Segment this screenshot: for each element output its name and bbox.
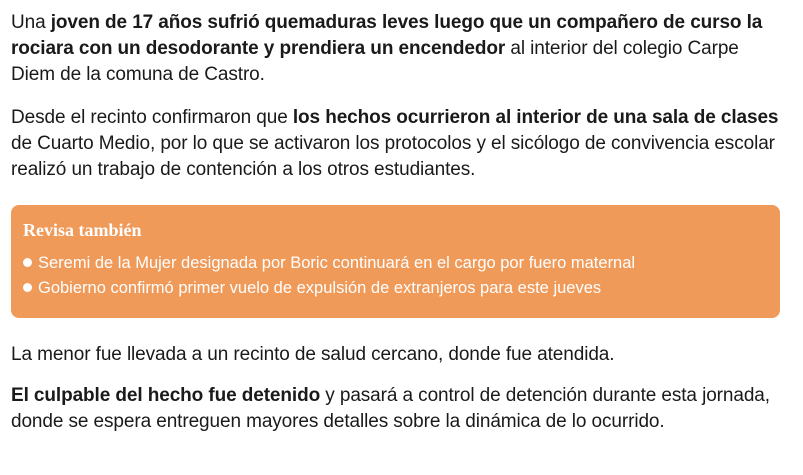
related-news-title: Revisa también bbox=[23, 220, 142, 240]
paragraph-1-bold: joven de 17 años sufrió quemaduras leves luego que un compañero de curso la rociara con un desodorante y prendiera un encendedor bbox=[11, 12, 763, 59]
related-news-box bbox=[11, 205, 780, 318]
paragraph-3-text: La menor fue llevada a un recinto de salud cercano, donde fue atendida. bbox=[11, 344, 615, 365]
related-news-link-2[interactable]: Gobierno confirmó primer vuelo de expulsión de extranjeros para este jueves bbox=[38, 279, 602, 297]
related-news-item bbox=[23, 251, 768, 276]
bullet-icon bbox=[23, 283, 32, 292]
paragraph-2-text-b: de Cuarto Medio, por lo que se activaron los protocolos y el sicólogo de convivencia escolar realizó un trabajo de contención a los otros estudiantes. bbox=[11, 133, 775, 180]
paragraph-1-text-b: al interior del colegio Carpe Diem de la comuna de Castro. bbox=[11, 38, 739, 85]
related-news-item bbox=[23, 276, 768, 301]
paragraph-4 bbox=[11, 383, 781, 435]
paragraph-3 bbox=[11, 342, 781, 368]
paragraph-4-bold: El culpable del hecho fue detenido bbox=[11, 385, 321, 406]
bullet-icon bbox=[23, 258, 32, 267]
paragraph-2-bold: los hechos ocurrieron al interior de una sala de clases bbox=[292, 107, 779, 128]
paragraph-1 bbox=[11, 10, 781, 88]
paragraph-2 bbox=[11, 105, 781, 183]
related-news-list bbox=[23, 251, 768, 301]
paragraph-4-text: y pasará a control de detención durante esta jornada, donde se espera entreguen mayores detalles sobre la dinámica de lo ocurrido. bbox=[11, 385, 770, 432]
related-news-link-1[interactable]: Seremi de la Mujer designada por Boric continuará en el cargo por fuero maternal bbox=[38, 254, 636, 272]
paragraph-2-text-a: Desde el recinto confirmaron que bbox=[11, 107, 293, 128]
paragraph-1-text-a: Una bbox=[11, 12, 51, 33]
